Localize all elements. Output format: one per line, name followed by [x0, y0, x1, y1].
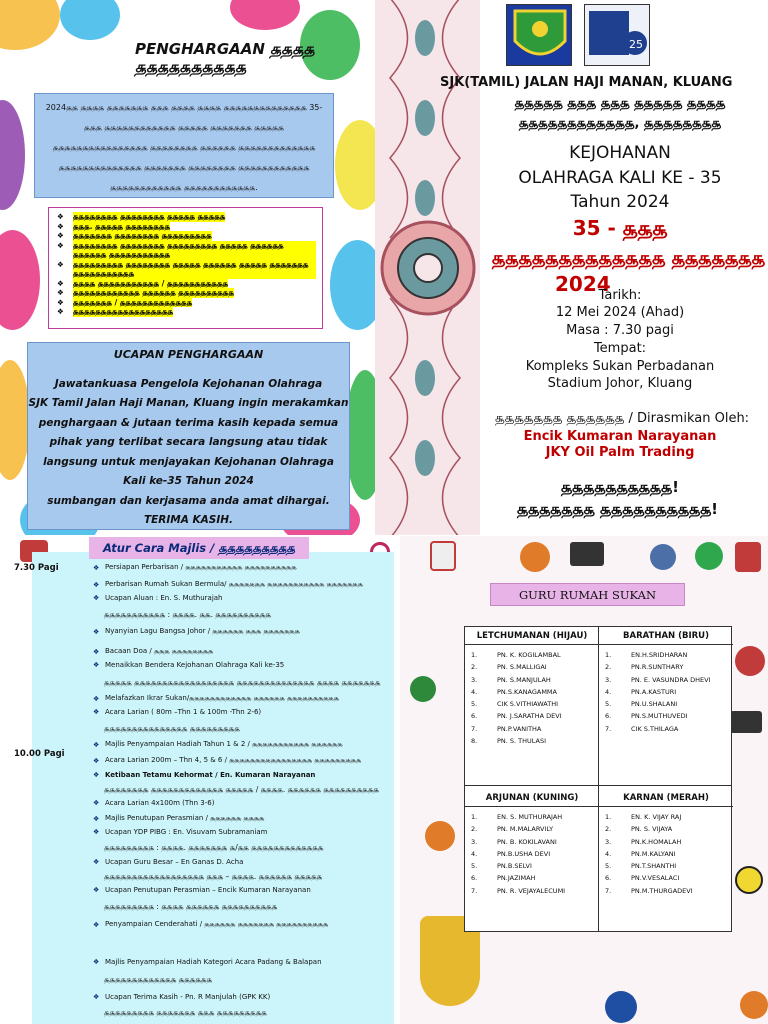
- program-item: ❖ Bacaan Doa / ௲௲௲ ௲௲௲௲௲௲௲௲: [93, 647, 214, 656]
- list-item: 2. PN. M.MALARVILY: [471, 825, 554, 834]
- list-item: 4. PN.B.USHA DEVI: [471, 849, 551, 858]
- school-name: SJK(TAMIL) JALAN HAJI MANAN, KLUANG: [440, 75, 733, 90]
- program-item: ❖ Ucapan YDP PIBG : En. Visuvam Subramaniam: [93, 828, 268, 836]
- school-logo-icon: [506, 4, 572, 66]
- list-item: 6. PN.JAZIMAH: [471, 874, 536, 883]
- program-subline: ௲௲௲௲௲௲௲௲௲௲௲௲௲௲௲ ௲௲௲௲௲௲௲௲௲: [104, 724, 240, 733]
- list-item: 4. PN.S.KANAGAMMA: [471, 687, 557, 696]
- list-item: 7. PN.M.THURGADEVI: [605, 886, 693, 895]
- house-name: ARJUNAN (KUNING): [465, 789, 599, 807]
- list-item: ❖ ௲௲௲௲௲௲௲ / ௲௲௲௲௲௲௲௲௲௲௲௲௲: [57, 297, 193, 307]
- time-label: 7.30 Pagi: [14, 563, 59, 573]
- decor-shape: [0, 230, 40, 330]
- tennis-ball-icon: [735, 866, 763, 894]
- svg-text:25: 25: [629, 38, 643, 51]
- list-item: 2. PN. S. VIJAYA: [605, 825, 673, 834]
- teachers-table: [464, 626, 732, 932]
- decor-shape: [0, 360, 30, 480]
- helmet-icon: [605, 991, 637, 1023]
- program-item: ❖ Penyampaian Cenderahati / ௲௲௲௲௲௲ ௲௲௲௲௲௲௲ ௲௲௲௲௲௲௲௲௲௲: [93, 920, 329, 929]
- program-item: ❖ Melafazkan Ikrar Sukan/௲௲௲௲௲௲௲௲௲௲௲௲ ௲௲௲௲௲௲ ௲௲௲௲௲௲௲௲௲௲: [93, 694, 339, 703]
- house-column: [465, 627, 599, 751]
- welcome-text: ௲௲௲௲௲௲௲௲௲௲!: [560, 478, 680, 496]
- program-item: ❖ Acara Larian ( 80m –Thn 1 & 100m -Thn 2-6): [93, 708, 262, 716]
- decor-shape: [0, 0, 60, 50]
- list-item: 3. PN. B. KOKILAVANI: [471, 837, 557, 846]
- program-item: ❖ Perbarisan Rumah Sukan Bermula/ ௲௲௲௲௲௲௲ ௲௲௲௲௲௲௲௲௲௲௲ ௲௲௲௲௲௲௲: [93, 580, 363, 589]
- house-column: [599, 627, 733, 739]
- list-item: ❖ ௲௲௲௲௲௲௲௲௲ ௲௲௲௲௲௲௲௲ ௲௲௲௲௲ ௲௲௲௲௲௲ ௲௲௲௲௲ ௲௲௲௲௲௲௲ ௲௲௲௲௲௲௲௲௲௲௲: [57, 260, 316, 279]
- list-item: 3. PN. E. VASUNDRA DHEVI: [605, 675, 711, 684]
- basketball-icon: [425, 821, 455, 851]
- list-item: 6. PN. J.SARATHA DEVI: [471, 712, 562, 721]
- organisation-logo-icon: [584, 4, 650, 66]
- event-title-tamil: 35 - ௲௲௲: [572, 216, 668, 240]
- list-item: 1. EN.H.SRIDHARAN: [605, 651, 688, 659]
- list-item: 3. PN. S.MANJULAH: [471, 675, 551, 684]
- list-item: 2. PN. S.MALLIGAI: [471, 663, 547, 672]
- program-subline: ௲௲௲௲௲௲௲௲௲௲௲௲௲௲௲௲௲௲ ௲௲௲ – ௲௲௲௲. ௲௲௲௲௲௲ ௲௲௲௲௲: [104, 872, 323, 881]
- program-subline: ௲௲௲௲௲௲௲௲ ௲௲௲௲௲௲௲௲௲௲௲௲௲ ௲௲௲௲௲ / ௲௲௲௲. ௲௲௲௲௲௲ ௲௲௲௲௲௲௲௲௲௲: [104, 785, 379, 794]
- list-item: 4. PN.M.KALYANI: [605, 849, 676, 858]
- thanks-line: Kali ke-35 Tahun 2024: [123, 475, 254, 487]
- list-item: 7. PN. R. VEJAYALECUMI: [471, 886, 566, 895]
- house-name: KARNAN (MERAH): [599, 789, 733, 807]
- event-time: Masa : 7.30 pagi: [566, 323, 674, 338]
- venue: Kompleks Sukan Perbadanan: [525, 359, 715, 374]
- list-item: 1. EN. K. VIJAY RAJ: [605, 813, 682, 821]
- list-item: ❖ ௲௲௲௲௲௲௲௲ ௲௲௲௲௲௲௲௲ ௲௲௲௲௲௲௲௲௲ ௲௲௲௲௲ ௲௲௲௲௲௲ ௲௲௲௲௲௲ ௲௲௲௲௲௲௲௲௲௲௲: [57, 241, 316, 260]
- event-title-tamil: ௲௲௲௲௲௲௲௲௲௲௲௲௲ ௲௲௲௲௲௲௲: [491, 248, 765, 269]
- program-item: ❖ Majlis Penyampaian Hadiah Tahun 1 & 2 / ௲௲௲௲௲௲௲௲௲௲௲ ௲௲௲௲௲௲: [93, 740, 343, 749]
- basketball-icon: [740, 991, 768, 1019]
- racing-flag-icon: [730, 711, 762, 733]
- program-item: ❖ Ucapan Penutupan Perasmian – Encik Kumaran Narayanan: [93, 886, 311, 894]
- program-subline: ௲௲௲௲௲௲௲௲௲௲௲௲௲ ௲௲௲௲௲௲: [104, 975, 213, 984]
- appreciation-title: PENGHARGAAN ௲௲௲௲ ௲௲௲௲௲௲௲௲௲௲: [135, 40, 315, 76]
- decor-shape: [0, 100, 25, 210]
- program-item: ❖ Ucapan Aluan : En. S. Muthurajah: [93, 594, 223, 602]
- program-item: ❖ Persiapan Perbarisan / ௲௲௲௲௲௲௲௲௲௲௲ ௲௲௲௲௲௲௲௲௲௲: [93, 563, 297, 572]
- thanks-line: sumbangan dan kerjasama anda amat dihargai.: [47, 494, 330, 507]
- list-item: 5. PN.T.SHANTHI: [605, 862, 677, 871]
- program-item: ❖ Ucapan Terima Kasih - Pn. R Manjulah (GPK KK): [93, 993, 271, 1001]
- date-label: Tarikh:: [598, 288, 642, 303]
- program-subline: ௲௲௲௲௲ ௲௲௲௲௲௲௲௲௲௲௲௲௲௲௲௲௲௲ ௲௲௲௲௲௲௲௲௲௲௲௲௲௲ ௲௲௲௲ ௲௲௲௲௲௲௲: [104, 678, 381, 687]
- program-subline: ௲௲௲௲௲௲௲௲௲௲௲ : ௲௲௲௲. ௲௲. ௲௲௲௲௲௲௲௲௲௲: [104, 610, 271, 619]
- thanks-line: TERIMA KASIH.: [143, 514, 234, 526]
- thanks-line: SJK Tamil Jalan Haji Manan, Kluang ingin merakamkan: [28, 397, 349, 409]
- list-item: 1. EN. S. MUTHURAJAH: [471, 813, 563, 821]
- school-name-tamil: ௲௲௲௲௲ ௲௲௲ ௲௲௲ ௲௲௲௲௲ ௲௲௲௲: [514, 96, 726, 111]
- helmet-icon: [410, 676, 436, 702]
- thanks-title: UCAPAN PENGHARGAAN: [113, 348, 264, 361]
- program-item: ❖ Acara Larian 200m – Thn 4, 5 & 6 / ௲௲௲௲௲௲௲௲௲௲௲௲௲௲௲௲ ௲௲௲௲௲௲௲௲௲: [93, 756, 362, 765]
- program-item: ❖ Majlis Penyampaian Hadiah Kategori Acara Padang & Balapan: [93, 958, 322, 966]
- list-item: ❖ ௲௲௲௲ ௲௲௲௲௲௲௲௲௲௲௲ / ௲௲௲௲௲௲௲௲௲௲௲: [57, 278, 229, 288]
- event-title: KEJOHANAN: [569, 143, 671, 163]
- list-item: 1. PN. K. KOGILAMBAL: [471, 651, 561, 659]
- list-item: 3. PN.K.HOMALAH: [605, 837, 682, 846]
- list-item: 8. PN. S. THULASI: [471, 737, 547, 746]
- house-column: [465, 789, 599, 901]
- list-item: ❖ ௲௲௲௲௲௲௲௲௲௲௲௲௲௲௲௲௲௲: [57, 307, 174, 316]
- thanks-box: [27, 342, 350, 530]
- list-item: ❖ ௲௲௲. ௲௲௲௲௲ ௲௲௲௲௲௲௲௲: [57, 221, 171, 231]
- teachers-heading: GURU RUMAH SUKAN: [490, 583, 685, 606]
- thanks-line: langsung untuk menjayakan Kejohanan Olahraga: [43, 455, 334, 468]
- event-year-red: 2024: [555, 272, 611, 296]
- bowling-ball-icon: [650, 544, 676, 570]
- welcome-text: ௲௲௲௲௲௲௲ ௲௲௲௲௲௲௲௲௲௲!: [516, 500, 719, 518]
- decor-shape: [230, 0, 300, 30]
- list-item: 5. PN.B.SELVI: [471, 862, 532, 871]
- helmet-icon: [735, 646, 765, 676]
- program-item: ❖ Menaikkan Bendera Kejohanan Olahraga Kali ke-35: [93, 661, 285, 669]
- venue: Stadium Johor, Kluang: [547, 376, 693, 391]
- venue-label: Tempat:: [593, 341, 647, 356]
- guest-name: Encik Kumaran Narayanan: [523, 429, 717, 444]
- list-item: 5. CIK S.VITHIAWATHI: [471, 700, 558, 709]
- jersey-icon: [430, 541, 456, 571]
- basketball-icon: [520, 542, 550, 572]
- decor-shape: [335, 120, 375, 210]
- school-name-tamil: ௲௲௲௲௲௲௲௲௲௲௲௲, ௲௲௲௲௲௲௲௲: [518, 116, 722, 131]
- decor-shape: [60, 0, 120, 40]
- program-subline: ௲௲௲௲௲௲௲௲௲ : ௲௲௲௲ ௲௲௲௲௲௲ ௲௲௲௲௲௲௲௲௲௲: [104, 902, 278, 911]
- house-name: BARATHAN (BIRU): [599, 627, 733, 645]
- time-label: 10.00 Pagi: [14, 749, 65, 759]
- program-item: ❖ Majlis Penutupan Perasmian / ௲௲௲௲௲௲ ௲௲௲௲: [93, 814, 265, 823]
- thanks-line: Jawatankuasa Pengelola Kejohanan Olahraga: [54, 377, 323, 390]
- program-subline: ௲௲௲௲௲௲௲௲௲ : ௲௲௲௲. ௲௲௲௲௲௲௲ ௲/௲௲ ௲௲௲௲௲௲௲௲௲௲௲௲௲: [104, 843, 324, 852]
- thanks-line: pihak yang terlibat secara langsung atau tidak: [49, 436, 328, 448]
- list-item: ❖ ௲௲௲௲௲௲௲௲௲௲௲௲ ௲௲௲௲௲௲ ௲௲௲௲௲௲௲௲௲௲: [57, 288, 234, 297]
- guest-company: JKY Oil Palm Trading: [545, 445, 695, 460]
- event-date: 12 Mei 2024 (Ahad): [555, 305, 685, 320]
- house-name: LETCHUMANAN (HIJAU): [465, 627, 599, 645]
- billiard-ball-icon: [695, 542, 723, 570]
- decor-shape: [330, 240, 375, 330]
- house-column: [599, 789, 733, 901]
- sponsor-list: [48, 207, 323, 329]
- program-item: ❖ Nyanyian Lagu Bangsa Johor / ௲௲௲௲௲௲ ௲௲௲ ௲௲௲௲௲௲௲: [93, 627, 300, 636]
- list-item: 7. PN.P.VANITHA: [471, 724, 542, 733]
- program-item: ❖ Ucapan Guru Besar – En Ganas D. Acha: [93, 858, 244, 866]
- jersey-icon: [735, 542, 761, 572]
- list-item: ❖ ௲௲௲௲௲௲௲௲ ௲௲௲௲௲௲௲௲ ௲௲௲௲௲ ௲௲௲௲௲: [57, 212, 226, 221]
- list-item: 5. PN.U.SHALANI: [605, 700, 678, 709]
- list-item: 2. PN.R.SUNTHARY: [605, 663, 684, 672]
- program-heading: Atur Cara Majlis / ௲௲௲௲௲௲௲௲௲: [89, 537, 309, 559]
- list-item: 6. PN.S.MUTHUVEDI: [605, 712, 688, 721]
- list-item: 4. PN.A.KASTURI: [605, 687, 677, 696]
- list-item: 7. CIK S.THILAGA: [605, 724, 679, 733]
- list-item: 6. PN.V.VESALACI: [605, 874, 680, 883]
- event-year: Tahun 2024: [570, 192, 670, 212]
- program-subline: ௲௲௲௲௲௲௲௲௲ ௲௲௲௲௲௲௲ ௲௲௲ ௲௲௲௲௲௲௲௲௲: [104, 1008, 267, 1017]
- event-title: OLAHRAGA KALI KE - 35: [518, 168, 722, 188]
- program-item: ❖ Acara Larian 4x100m (Thn 3-6): [93, 799, 215, 807]
- appreciation-paragraph: 2024௲௲ ௲௲௲௲ ௲௲௲௲௲௲௲ ௲௲௲ ௲௲௲௲ ௲௲௲௲ ௲௲௲௲௲௲௲௲௲௲௲௲௲௲ 35-௲௲௲ ௲௲௲௲௲௲௲௲௲௲௲௲ ௲௲௲௲௲ ௲௲௲௲௲௲௲ ௲௲௲௲௲ ௲௲௲௲௲௲௲௲௲௲௲௲௲௲௲௲ ௲௲௲௲௲௲௲௲ ௲௲௲௲௲௲ ௲௲௲௲௲௲௲௲௲௲௲௲௲ ௲௲௲௲௲௲௲௲௲௲௲௲௲௲ ௲௲௲௲௲௲௲ ௲௲௲௲௲௲௲௲ ௲௲௲௲௲௲௲௲௲௲௲௲ ௲௲௲௲௲௲௲௲௲௲௲௲ ௲௲௲௲௲௲௲௲௲௲௲௲.: [34, 93, 334, 198]
- officiated-by-label: ௲௲௲௲௲௲௲ ௲௲௲௲௲௲ / Dirasmikan Oleh:: [494, 411, 750, 426]
- thanks-line: penghargaan & jutaan terima kasih kepada semua: [38, 416, 339, 429]
- racing-flag-icon: [570, 542, 604, 566]
- program-item: ❖ Ketibaan Tetamu Kehormat / En. Kumaran Narayanan: [93, 771, 316, 779]
- list-item: ❖ ௲௲௲௲௲௲௲ ௲௲௲௲௲௲௲௲ ௲௲௲௲௲௲௲௲௲: [57, 231, 212, 240]
